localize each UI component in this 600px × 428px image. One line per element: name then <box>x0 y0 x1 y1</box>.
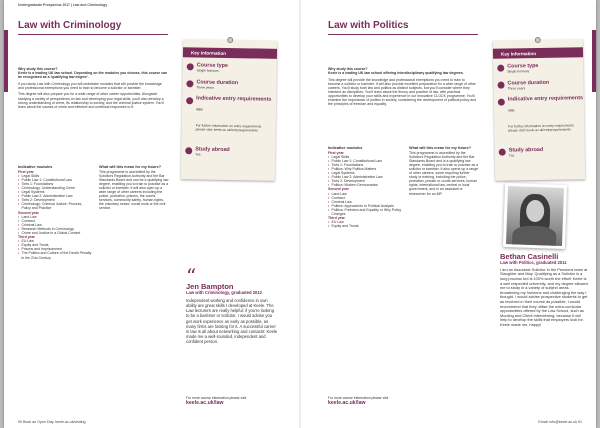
module-item: • Crime and Justice in a Global Context <box>18 231 92 235</box>
key-info-value: Single honours <box>196 68 219 73</box>
module-item: • Legal Skills <box>18 174 92 178</box>
key-info-label: Study abroad <box>508 146 544 154</box>
module-item: • Contract <box>18 219 92 223</box>
key-information-box <box>181 39 277 181</box>
footer-text: For more course information please visit <box>186 396 247 400</box>
pin-icon <box>227 37 233 43</box>
key-info-value: For further information on entry requirements please visit: keele.ac.uk/entryrequirements <box>508 123 574 133</box>
key-info-label: Course duration <box>196 79 239 87</box>
quote-text: Independent working and confidence in own ability are great skills I developed at Keele. The Law lecturers are really helpful: if you're looking to be a barrister or solicitor, I would advise you get work experience as early as possible, as many firms are looking for it. A successful career in law is all about networking and contacts: Keele made me a well-rounded, independent and confident person. <box>186 297 278 345</box>
quote-text: I am an Associate Solicitor in the Pensions team at Slaughter and May. Qualifying as a Solicitor is a long process but is 100% worth the effort! Keele is a well respected university, and my degree allowed me to study in a variety of subject areas, broadening my horizons and challenging the way I thought. I would advise prospective students to get as involved in their course as possible. I would recommend that they utilise the extra-curricular opportunities offered by the Law School, such as Mooting and Client Interviewing, because it will help to develop the skills that employers look for. Keele made me, happy! <box>500 266 588 327</box>
quote-name: Jen Bampton <box>186 282 234 291</box>
quote-credit: Law with Criminology, graduated 2012 <box>186 290 263 295</box>
year-heading: Third year <box>328 216 345 221</box>
intro-text <box>328 67 478 109</box>
module-item: • Torts 1: Foundations <box>18 182 92 186</box>
clock-icon <box>186 80 193 87</box>
title-rule <box>18 34 168 35</box>
module-item: • Politics: Freedom and Equality or Why Policy Changes <box>328 208 402 216</box>
running-head: Undergraduate Prospectus 2017 | Law and Criminology <box>18 3 108 7</box>
module-item: • Legal Systems <box>18 190 92 194</box>
module-item: • Torts 2: Development <box>328 179 402 183</box>
module-item: • Equity and Trusts <box>18 243 92 247</box>
key-info-value: Single honours <box>507 69 530 74</box>
globe-icon <box>185 147 192 154</box>
module-item: • Land Law <box>18 215 92 219</box>
key-info-label: Indicative entry requirements <box>507 95 584 103</box>
future-text: This programme is accredited by the Solicitors Regulation Authority and the Bar Standards Board and is a qualifying law degree, enabling you to train to practise as a solicitor or barrister. It also opens up a range of other careers, some requiring further study or training, including the police, probation, private or courts services, human rights, international law, central or local government, and in an assistant or researcher for an MP. <box>409 150 479 196</box>
year-heading: Third year <box>18 235 35 240</box>
key-info-value: For further information on entry requirements please visit: keele.ac.uk/entryrequirements <box>195 123 262 133</box>
future-column <box>409 146 479 198</box>
globe-icon <box>499 149 506 156</box>
future-heading: What will this mean for my future? <box>99 165 162 169</box>
module-item: • Criminology: Criminal Justice: Process, Policy and Practice <box>18 202 92 210</box>
footer-text: For more course information please visit <box>328 396 389 400</box>
key-information-box <box>493 39 585 181</box>
section-tab <box>592 30 596 92</box>
key-info-value: Yes <box>195 152 201 157</box>
year-heading: First year <box>328 150 344 155</box>
page-folio: Email: info@keele.ac.uk 91 <box>538 420 582 424</box>
intro-paragraph: This degree will also prepare you for a wide range of other career opportunities. Alongside studying a variety of perspectives on law and developing your legal skills, you'll also develop a strong understanding of crime, its relationship to society, and the criminal justice system. You'll learn about the causes of crime and effective and unethical responses to it. <box>18 92 164 109</box>
key-info-value: ABB <box>195 107 203 112</box>
key-information-heading: Key Information <box>493 47 583 59</box>
year-heading: Second year <box>18 210 39 215</box>
quote-name: Bethan Casinelli <box>500 252 559 261</box>
course-type-icon <box>187 63 194 70</box>
module-list <box>18 174 92 211</box>
photo-shoulders <box>511 226 557 246</box>
left-page <box>4 0 300 428</box>
modules-heading: Indicative modules <box>18 165 53 169</box>
module-item: • The Politics and Culture of the Death Penalty in the 21st Century <box>18 251 92 259</box>
module-item: • Public Law 2: Administrative Law <box>328 175 402 179</box>
footer-link[interactable]: keele.ac.uk/law <box>186 400 224 406</box>
module-list <box>328 220 402 228</box>
future-text: This programme is accredited by the Solicitors Regulation Authority and the Bar Standards Board and can be a qualifying law degree, enabling you to train to practise as a solicitor or barrister. It will also open up a wide range of other careers including the police, probation, prisons, the courts services, community safety, human rights, the voluntary sector, social work or the civil service. <box>99 169 169 211</box>
key-info-label: Study abroad <box>195 146 230 154</box>
key-info-value: Three years <box>196 85 215 90</box>
why-lead: Keele is a leading UK law school. Depending on the modules you choose, this course can be recognised as a 'qualifying law degree'. <box>18 71 168 80</box>
key-info-label: Course type <box>196 62 228 69</box>
module-item: • Contract <box>328 196 402 200</box>
module-item: • Criminology: Understanding Crime <box>18 186 92 190</box>
key-info-label: Course duration <box>507 79 550 87</box>
more-info-footer <box>186 396 246 406</box>
intro-text <box>18 67 168 111</box>
modules-column <box>18 165 92 260</box>
student-quote <box>186 264 278 345</box>
module-item: • Equity and Trusts <box>328 224 402 228</box>
module-item: • Torts 1: Foundations <box>328 163 402 167</box>
quote-credit: Law with Politics, graduated 2011 <box>500 260 567 265</box>
why-heading: Why study this course? <box>18 67 58 71</box>
year-heading: Second year <box>328 187 349 192</box>
module-item: • Prisons and Imprisonment <box>18 247 92 251</box>
pin-icon <box>535 37 541 43</box>
page-title: Law with Criminology <box>18 20 122 31</box>
entry-requirements-icon <box>498 99 505 106</box>
photo-image <box>506 186 564 246</box>
module-item: • Public Law 1: Constitutional Law <box>18 178 92 182</box>
footer-link[interactable]: keele.ac.uk/law <box>328 400 366 406</box>
module-list <box>18 215 92 235</box>
clock-icon <box>498 82 505 89</box>
module-item: • Criminal Law <box>328 200 402 204</box>
title-rule <box>328 34 478 35</box>
key-info-value: Yes <box>508 153 515 158</box>
module-item: • Legal Skills <box>328 155 402 159</box>
why-heading: Why study this course? <box>328 67 368 71</box>
prospectus-spread <box>4 0 596 428</box>
module-item: • Research Methods in Criminology <box>18 227 92 231</box>
section-tab <box>4 30 8 92</box>
key-info-value: ABB <box>507 108 515 113</box>
course-type-icon <box>497 65 504 72</box>
module-item: • Torts 2: Development <box>18 198 92 202</box>
module-list <box>18 239 92 259</box>
module-item: • Criminal Law <box>18 223 92 227</box>
module-item: • Politics: Why Politics Matters <box>328 167 402 171</box>
module-item: • EU Law <box>328 220 402 224</box>
module-list <box>328 192 402 217</box>
year-heading: First year <box>18 169 34 174</box>
module-item: • Public Law 1: Constitutional Law <box>328 159 402 163</box>
module-item: • Land Law <box>328 192 402 196</box>
module-list <box>328 155 402 188</box>
module-item: • Public Law 2: Administrative Law <box>18 194 92 198</box>
key-info-label: Indicative entry requirements <box>196 95 272 103</box>
future-heading: What will this mean for my future? <box>409 146 472 150</box>
quote-mark-icon: “ <box>186 264 197 288</box>
entry-requirements-icon <box>186 97 193 104</box>
module-item: • EU Law <box>18 239 92 243</box>
intro-paragraph: This degree will provide the knowledge and professional exemptions you need to train to become a solicitor or barrister. It will also provide excellent preparation for a wide range of other careers. You'll study both law and politics as distinct subjects, but you'll consider where they intersect as disciplines. You'll learn about the theory and practice of law, with practical opportunities to develop your skills and experience in our innovative CLOCK programme. You'll examine the importance of politics in society, considering the development of political policy and the principles of freedom and equality. <box>328 77 477 107</box>
module-item: • Politics: Modern Democracies <box>328 183 402 187</box>
key-info-value: Three years <box>507 86 526 91</box>
graduate-photo <box>503 183 567 249</box>
future-column <box>99 165 169 213</box>
student-quote <box>500 252 588 328</box>
page-folio: 90 Book an Open Day: keele.ac.uk/visiting <box>18 420 86 424</box>
key-info-label: Course type <box>507 63 539 70</box>
key-information-heading: Key Information <box>183 47 277 59</box>
right-page <box>300 0 596 428</box>
page-title: Law with Politics <box>328 20 409 31</box>
intro-paragraph: If you study Law with Criminology you will undertake modules that will provide the knowledge and professional exemptions you need to train to become a solicitor or barrister. <box>18 81 162 90</box>
more-info-footer <box>328 396 388 406</box>
modules-column <box>328 146 402 228</box>
module-item: • Legal Systems <box>328 171 402 175</box>
why-lead: Keele is a leading UK law school offering interdisciplinary qualifying law degrees. <box>328 71 464 76</box>
module-item: • Politics: Approaches to Political Analysis <box>328 204 402 208</box>
modules-heading: Indicative modules <box>328 146 363 150</box>
